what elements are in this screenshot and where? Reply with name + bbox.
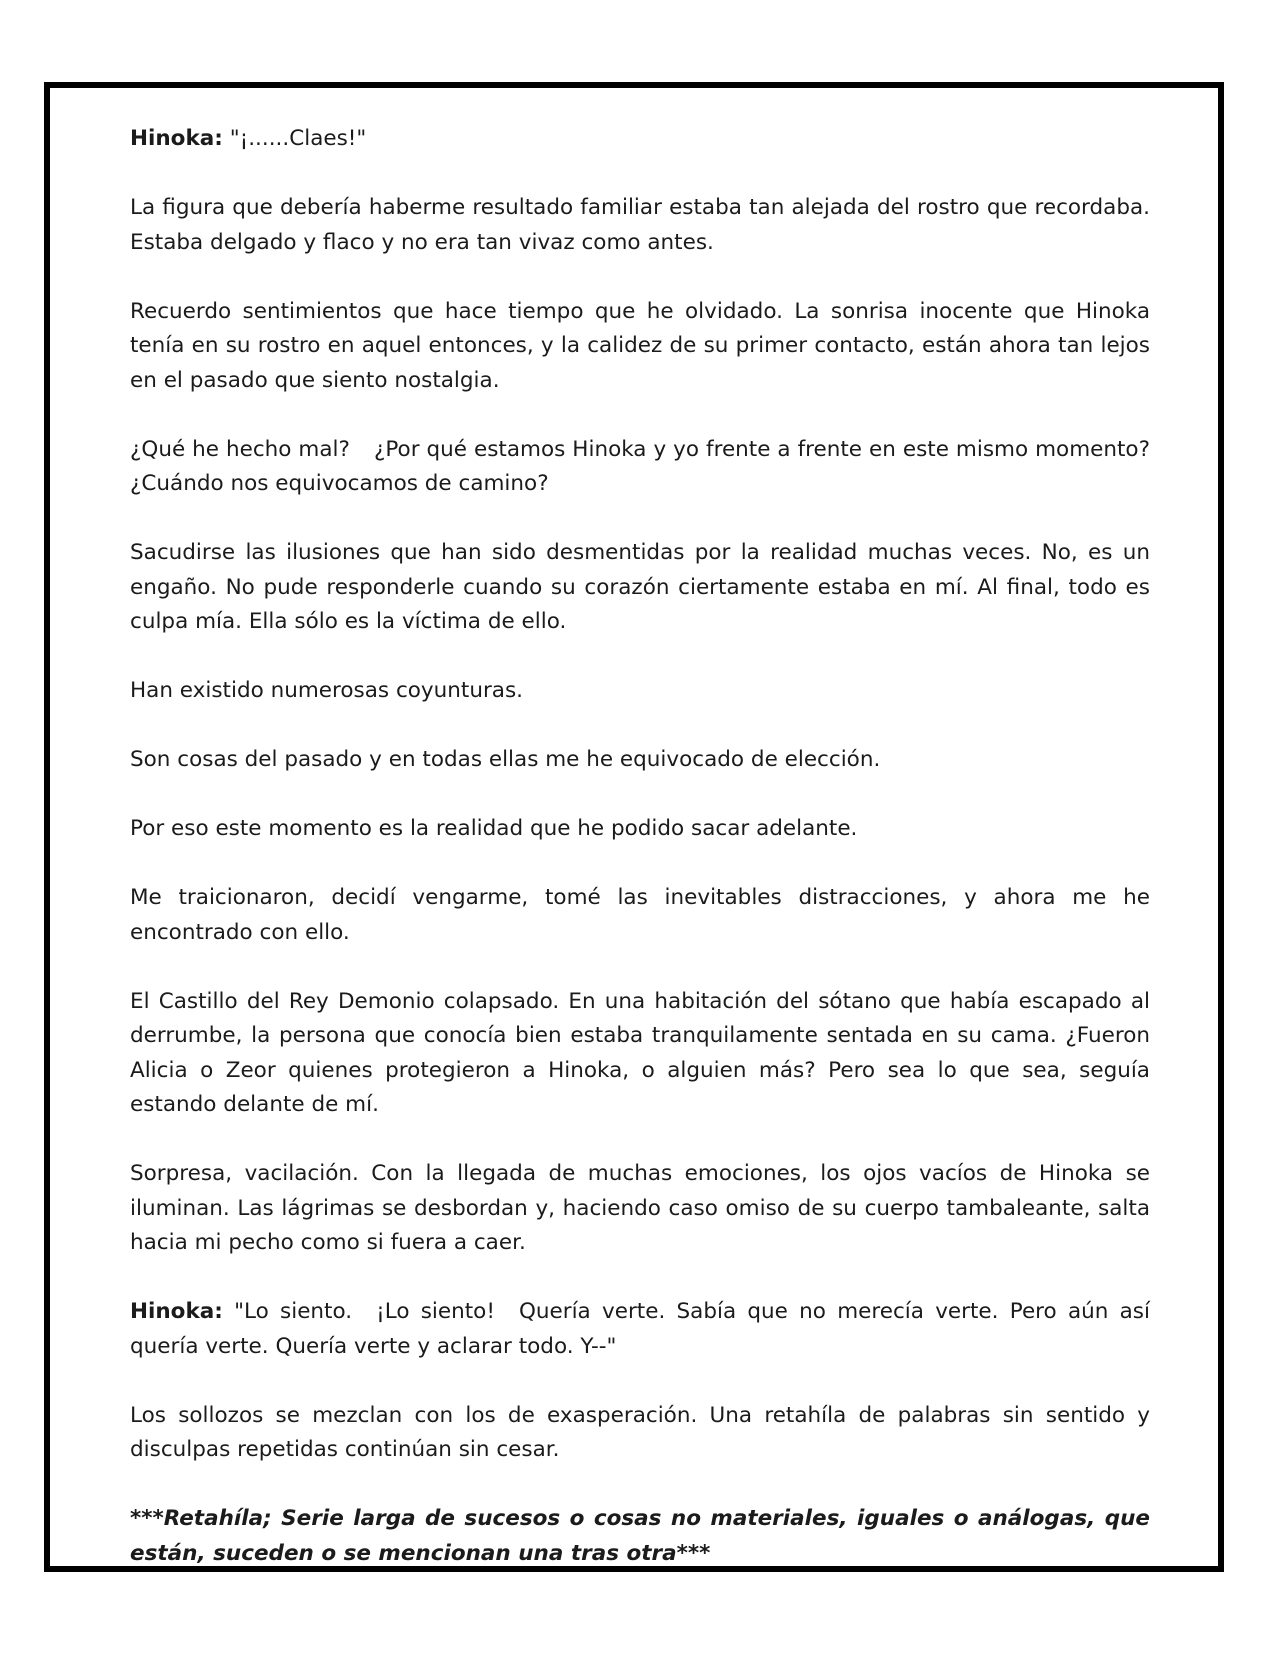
- paragraph-13: Los sollozos se mezclan con los de exasperación. Una retahíla de palabras sin sentido y disculpas repetidas continúan sin cesar.: [130, 1402, 1150, 1462]
- speaker-label: Hinoka:: [130, 126, 223, 151]
- paragraph-9: Me traicionaron, decidí vengarme, tomé las inevitables distracciones, y ahora me he encontrado con ello.: [130, 885, 1150, 945]
- document-body: [130, 122, 1150, 1571]
- dialogue-text-c: Quería verte. Sabía que no merecía verte. Pero aún así quería verte. Quería verte y aclarar todo. Y--": [130, 1299, 1150, 1359]
- paragraph-11: Sorpresa, vacilación. Con la llegada de muchas emociones, los ojos vacíos de Hinoka se iluminan. Las lágrimas se desbordan y, haciendo caso omiso de su cuerpo tambaleante, salta hacia mi pecho como si fuera a caer.: [130, 1161, 1150, 1255]
- paragraph-4: [130, 433, 1150, 502]
- dialogue-text-a: "Lo siento.: [222, 1299, 353, 1324]
- question-2: ¿Por qué estamos Hinoka y yo frente a frente en este mismo momento? ¿Cuándo nos equivocamos de camino?: [130, 436, 1150, 496]
- translator-note: ***Retahíla; Serie larga de sucesos o cosas no materiales, iguales o análogas, que están, suceden o se mencionan una tras otra***: [130, 1506, 1150, 1566]
- paragraph-dialogue-1: [130, 122, 1150, 157]
- paragraph-2: La figura que debería haberme resultado familiar estaba tan alejada del rostro que recordaba. Estaba delgado y flaco y no era tan vivaz como antes.: [130, 195, 1150, 255]
- speaker-label: Hinoka:: [130, 1299, 223, 1324]
- paragraph-6: Han existido numerosas coyunturas.: [130, 678, 524, 703]
- paragraph-3: Recuerdo sentimientos que hace tiempo que he olvidado. La sonrisa inocente que Hinoka tenía en su rostro en aquel entonces, y la calidez de su primer contacto, están ahora tan lejos en el pasado que siento nostalgia.: [130, 298, 1150, 393]
- question-1: ¿Qué he hecho mal?: [130, 436, 350, 462]
- dialogue-text: "¡......Claes!": [222, 126, 367, 151]
- paragraph-8: Por eso este momento es la realidad que he podido sacar adelante.: [130, 816, 858, 841]
- paragraph-5: Sacudirse las ilusiones que han sido desmentidas por la realidad muchas veces. No, es un engaño. No pude responderle cuando su corazón ciertamente estaba en mí. Al final, todo es culpa mía. Ella sólo es la víctima de ello.: [130, 540, 1150, 634]
- dialogue-text-b: ¡Lo siento!: [376, 1299, 495, 1324]
- paragraph-7: Son cosas del pasado y en todas ellas me he equivocado de elección.: [130, 747, 881, 772]
- page-border-frame: [44, 82, 1224, 1572]
- paragraph-10: El Castillo del Rey Demonio colapsado. En una habitación del sótano que había escapado al derrumbe, la persona que conocía bien estaba tranquilamente sentada en su cama. ¿Fueron Alicia o Zeor quienes protegieron a Hinoka, o alguien más? Pero sea lo que sea, seguía estando delante de mí.: [130, 988, 1150, 1117]
- paragraph-dialogue-2: [130, 1295, 1150, 1364]
